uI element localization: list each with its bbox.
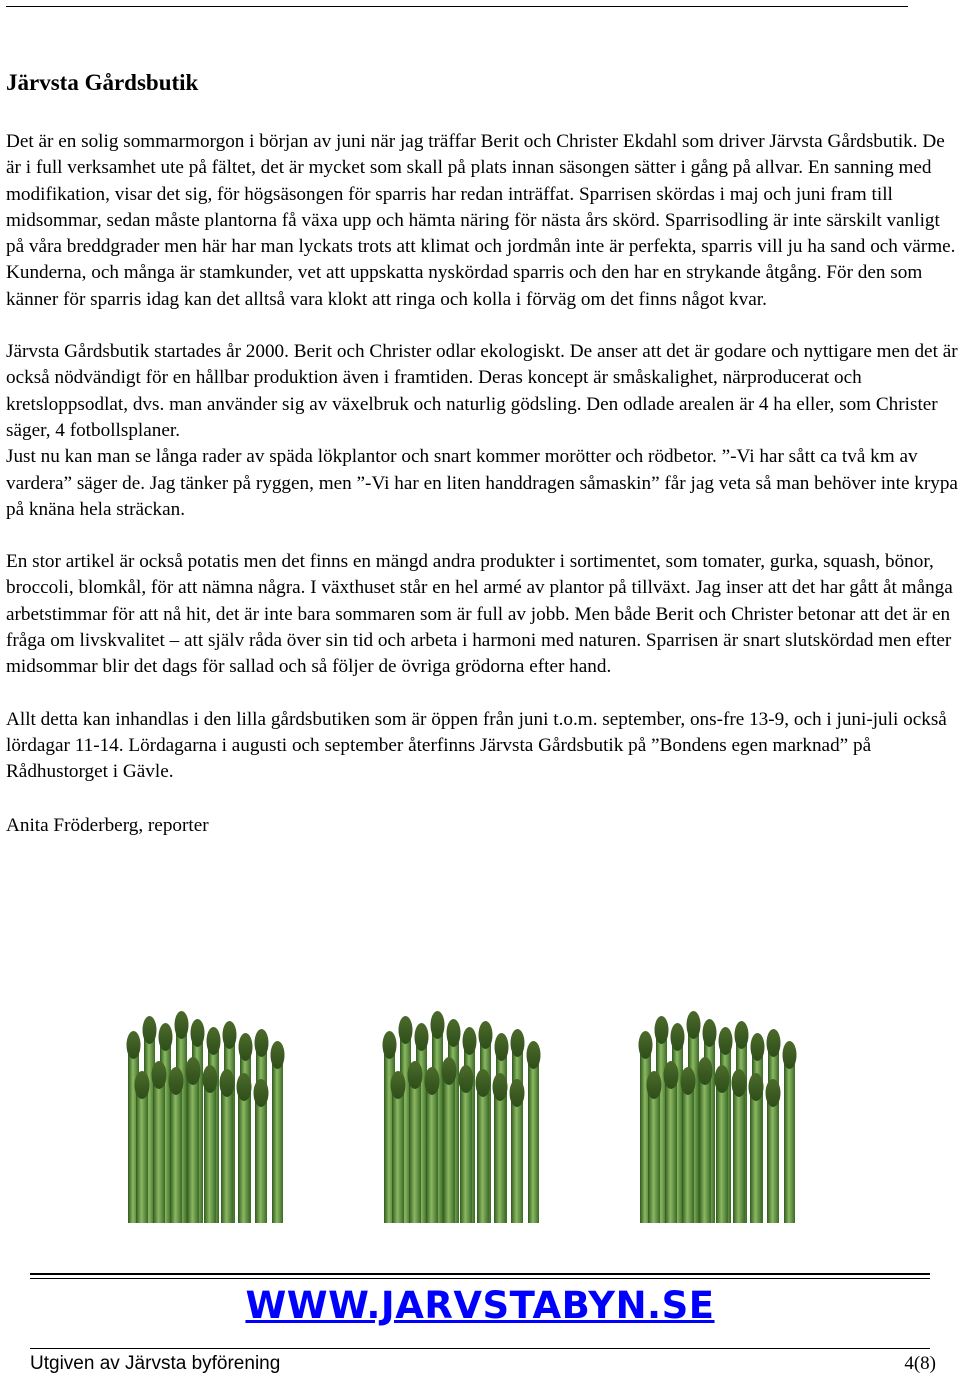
asparagus-bunch	[127, 1011, 285, 1223]
footer-rule	[30, 1278, 930, 1279]
article-body	[6, 129, 958, 839]
paragraph: En stor artikel är också potatis men det finns en mängd andra produkter i sortimentet, som tomater, gurka, squash, bönor, broccoli, blomkål, för att nämna några. I växthuset står en hel armé av plantor på tillväxt. Jag inser att det har gått åt många arbetstimmar för att nå hit, det är inte bara sommaren som är full av jobb. Men både Berit och Christer betonar att det är en fråga om livskvalitet – att själv råda över sin tid och arbeta i harmoni med naturen. Sparrisen är snart slutskördad men efter midsommar blir det dags för sallad och så följer de övriga grödorna efter hand.	[6, 551, 953, 678]
paragraph: Allt detta kan inhandlas i den lilla gårdsbutiken som är öppen från juni t.o.m. september, ons-fre 13-9, och i juni-juli också lördagar 11-14. Lördagarna i augusti och september återfinns Järvsta Gårdsbutik på ”Bondens egen marknad” på Rådhustorget i Gävle.	[6, 708, 947, 783]
asparagus-image	[110, 975, 850, 1223]
paragraph: Just nu kan man se långa rader av späda lökplantor och snart kommer morötter och rödbetor. ”-Vi har sått ca två km av vardera” säger de. Jag tänker på ryggen, men ”-Vi har en liten handdragen såmaskin” får jag veta så man behöver inte krypa på knäna hela sträckan.	[6, 446, 958, 520]
page-title: Järvsta Gårdsbutik	[6, 70, 199, 95]
footer-publisher: Utgiven av Järvsta byförening	[30, 1353, 281, 1374]
paragraph: Det är en solig sommarmorgon i början av juni när jag träffar Berit och Christer Ekdahl som driver Järvsta Gårdsbutik. De är i full verksamhet ute på fältet, det är mycket som skall på plats innan säsongen sätter i gång på allvar. En sanning med modifikation, visar det sig, för högsäsongen för sparris har redan inträffat. Sparrisen skördas i maj och juni fram till midsommar, sedan måste plantorna få växa upp och hämta näring för nästa års skörd. Sparrisodling är inte särskilt vanligt på våra breddgrader men här har man lyckats trots att klimat och jordmån inte är perfekta, sparris vill ju ha sand och värme. Kunderna, och många är stamkunder, vet att uppskatta nyskördad sparris och den har en strykande åtgång. För den som känner för sparris idag kan det alltså vara klokt att ringa och kolla i förväg om det finns något kvar.	[6, 131, 956, 310]
reporter-signature: Anita Fröderberg, reporter	[6, 814, 209, 836]
top-rule	[6, 6, 908, 7]
footer-rule	[30, 1273, 930, 1275]
page-number: 4(8)	[904, 1353, 936, 1374]
website-link[interactable]: WWW.JARVSTABYN.SE	[245, 1284, 715, 1327]
paragraph: Järvsta Gårdsbutik startades år 2000. Berit och Christer odlar ekologiskt. De anser att det är godare och nyttigare men det är också nödvändigt för en hållbar produktion även i framtiden. Deras koncept är småskalighet, närproducerat och kretsloppsodlat, dvs. man använder sig av växelbruk och naturlig gödsling. Den odlade arealen är 4 ha eller, som Christer säger, 4 fotbollsplaner.	[6, 341, 958, 441]
footer-rule	[30, 1348, 930, 1349]
